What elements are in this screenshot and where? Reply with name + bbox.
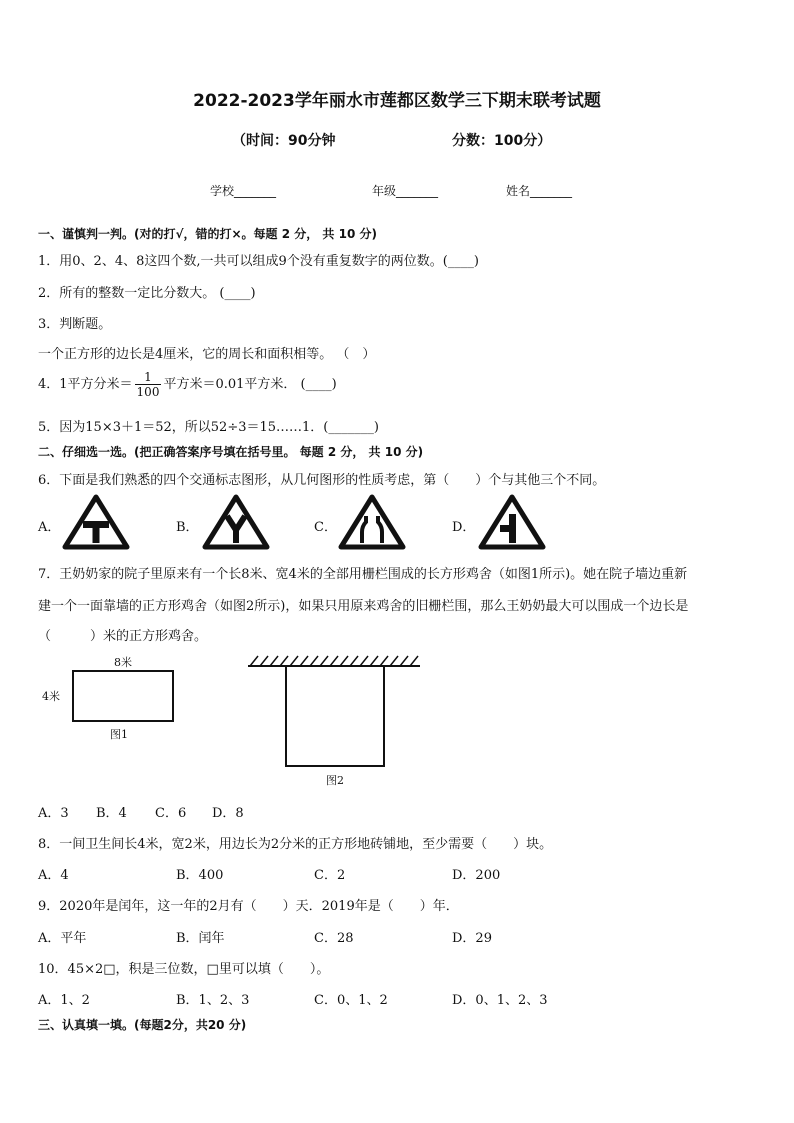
q10-option-a: A．1、2 <box>38 993 90 1008</box>
q9-option-b: B．闰年 <box>176 931 225 946</box>
question-2: 2．所有的整数一定比分数大。 (____) <box>38 286 256 301</box>
exam-time: （时间：90分钟 <box>232 133 336 149</box>
side-road-sign-icon <box>478 494 546 550</box>
q7-option-c: C．6 <box>155 806 187 821</box>
question-7-line3: （ ）米的正方形鸡舍。 <box>38 629 208 644</box>
question-4-suffix: 平方米＝0.01平方米． (____) <box>163 377 337 392</box>
fig1-height-label: 4米 <box>42 690 60 703</box>
fraction-denominator: 100 <box>136 385 160 399</box>
question-5: 5．因为15×3＋1＝52，所以52÷3＝15……1．(_______) <box>38 420 379 435</box>
road-narrowing-sign-icon <box>338 494 406 550</box>
grade-field: 年级_______ <box>372 184 439 198</box>
q6-option-d-label: D． <box>452 520 476 535</box>
q6-option-a-label: A． <box>38 520 61 535</box>
exam-score: 分数：100分） <box>452 133 552 149</box>
question-3-head: 3．判断题。 <box>38 317 112 332</box>
question-7-line1: 7．王奶奶家的院子里原来有一个长8米、宽4米的全部用栅栏围成的长方形鸡舍（如图1所示)。她在院子墙边重新 <box>38 567 688 582</box>
question-6: 6．下面是我们熟悉的四个交通标志图形，从几何图形的性质考虑，第（ ）个与其他三个不同。 <box>38 473 606 488</box>
question-1: 1．用0、2、4、8这四个数,一共可以组成9个没有重复数字的两位数。(____) <box>38 254 479 269</box>
q10-option-c: C．0、1、2 <box>314 993 388 1008</box>
question-4 <box>38 370 337 399</box>
q9-option-d: D．29 <box>452 931 492 946</box>
page-title: 2022-2023学年丽水市莲都区数学三下期末联考试题 <box>193 91 601 111</box>
question-9: 9．2020年是闰年，这一年的2月有（ ）天．2019年是（ ）年． <box>38 899 459 914</box>
fig1-width-label: 8米 <box>114 656 132 669</box>
fig2-wall-square <box>244 652 424 772</box>
q8-option-b: B．400 <box>176 868 224 883</box>
question-8: 8．一间卫生间长4米，宽2米，用边长为2分米的正方形地砖铺地，至少需要（ ）块。 <box>38 837 553 852</box>
q9-option-a: A．平年 <box>38 931 87 946</box>
fig1-rectangle <box>70 668 176 724</box>
q10-option-d: D．0、1、2、3 <box>452 993 548 1008</box>
section1-heading: 一、谨慎判一判。(对的打√，错的打×。每题 2 分， 共 10 分) <box>38 227 377 241</box>
t-junction-sign-icon <box>62 494 130 550</box>
q7-option-b: B．4 <box>96 806 127 821</box>
question-4-prefix: 4．1平方分米＝ <box>38 377 133 392</box>
fig1-caption: 图1 <box>110 728 128 741</box>
question-3-body: 一个正方形的边长是4厘米，它的周长和面积相等。 （ ） <box>38 347 376 362</box>
q6-option-c-label: C． <box>314 520 337 535</box>
section3-heading: 三、认真填一填。(每题2分，共20 分) <box>38 1018 247 1032</box>
question-7-line2: 建一个一面靠墙的正方形鸡舍（如图2所示)，如果只用原来鸡舍的旧栅栏围，那么王奶奶最大可以围成一个边长是 <box>38 599 689 614</box>
y-junction-sign-icon <box>202 494 270 550</box>
q8-option-a: A．4 <box>38 868 69 883</box>
q10-option-b: B．1、2、3 <box>176 993 250 1008</box>
q9-option-c: C．28 <box>314 931 354 946</box>
q7-option-a: A．3 <box>38 806 69 821</box>
fig2-caption: 图2 <box>326 774 344 787</box>
question-10: 10．45×2□，积是三位数，□里可以填（ ）。 <box>38 962 330 977</box>
q8-option-d: D．200 <box>452 868 501 883</box>
q8-option-c: C．2 <box>314 868 346 883</box>
q6-option-b-label: B． <box>176 520 199 535</box>
name-field: 姓名_______ <box>506 184 573 198</box>
q7-option-d: D．8 <box>212 806 244 821</box>
school-field: 学校_______ <box>210 184 277 198</box>
section2-heading: 二、仔细选一选。(把正确答案序号填在括号里。 每题 2 分， 共 10 分) <box>38 445 424 459</box>
fraction <box>135 370 162 399</box>
fraction-numerator: 1 <box>135 370 162 385</box>
